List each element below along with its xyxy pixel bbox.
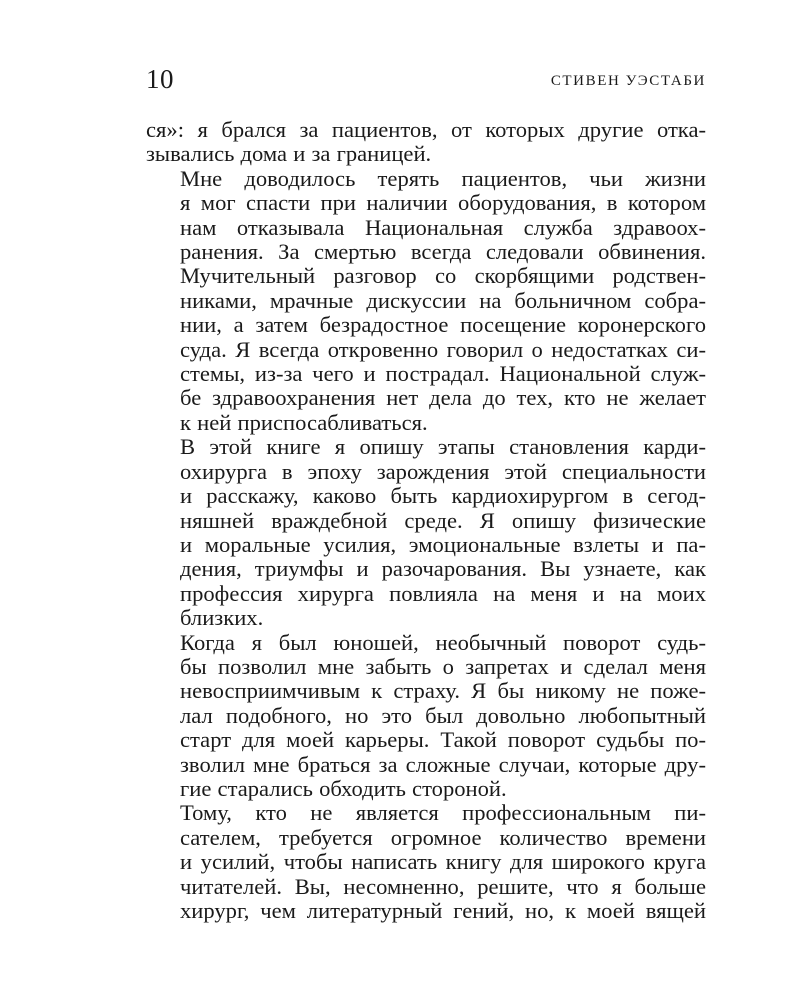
text-line: профессия хирурга повлияла на меня и на моих [180, 580, 706, 606]
text-line: В этой книге я опишу этапы становления карди- [180, 434, 706, 460]
text-line: ся»: я брался за пациентов, от которых другие отка- [146, 117, 706, 142]
text-line: ранения. За смертью всегда следовали обвинения. [180, 239, 706, 265]
text-line: и усилий, чтобы написать книгу для широкого круга [180, 849, 706, 875]
text-line: к ней приспосабливаться. [180, 409, 428, 435]
paragraph-3 [146, 435, 706, 630]
text-line: нии, а затем безрадостное посещение коронерского [180, 312, 706, 338]
text-line: и моральные усилия, эмоциональные взлеты и па- [180, 531, 706, 557]
paragraph-4 [146, 631, 706, 802]
text-line: гие старались обходить стороной. [180, 775, 507, 801]
text-line: Мне доводилось терять пациентов, чьи жизни [180, 165, 706, 191]
text-line: Когда я был юношей, необычный поворот судь- [180, 629, 706, 655]
text-line: бе здравоохранения нет дела до тех, кто не желает [180, 385, 706, 411]
text-line: зывались дома и за границей. [146, 141, 432, 167]
text-line: и расскажу, каково быть кардиохирургом в сегод- [180, 483, 706, 509]
running-head [146, 62, 706, 102]
text-line: бы позволил мне забыть о запретах и сделал меня [180, 653, 706, 679]
body-text [146, 118, 706, 923]
page-number: 10 [146, 64, 174, 94]
text-line: стемы, из-за чего и пострадал. Национальной служ- [180, 361, 706, 387]
text-line: няшней враждебной среде. Я опишу физические [180, 507, 706, 533]
paragraph-2 [146, 167, 706, 435]
text-line: Тому, кто не является профессиональным пи- [180, 800, 706, 826]
text-line: невосприимчивым к страху. Я бы никому не поже- [180, 678, 706, 704]
text-line: Мучительный разговор со скорбящими родствен- [180, 263, 706, 289]
paragraph-1 [146, 118, 706, 167]
text-line: близких. [180, 605, 264, 631]
text-line: сателем, требуется огромное количество времени [180, 824, 706, 850]
text-line: я мог спасти при наличии оборудования, в котором [180, 190, 706, 216]
text-line: хирург, чем литературный гений, но, к моей вящей [180, 898, 706, 923]
text-line: старт для моей карьеры. Такой поворот судьбы по- [180, 727, 706, 753]
text-line: дения, триумфы и разочарования. Вы узнаете, как [180, 556, 706, 582]
text-line: лал подобного, но это был довольно любопытный [180, 702, 706, 728]
text-line: зволил мне браться за сложные случаи, которые дру- [180, 751, 706, 777]
text-line: суда. Я всегда откровенно говорил о недостатках си- [180, 336, 706, 362]
text-line: читателей. Вы, несомненно, решите, что я больше [180, 873, 706, 899]
text-line: нам отказывала Национальная служба здравоох- [180, 214, 706, 240]
paragraph-5 [146, 801, 706, 923]
running-head-author: СТИВЕН УЭСТАБИ [550, 73, 706, 89]
text-line: никами, мрачные дискуссии на больничном собра- [180, 287, 706, 313]
text-line: охирурга в эпоху зарождения этой специальности [180, 458, 706, 484]
